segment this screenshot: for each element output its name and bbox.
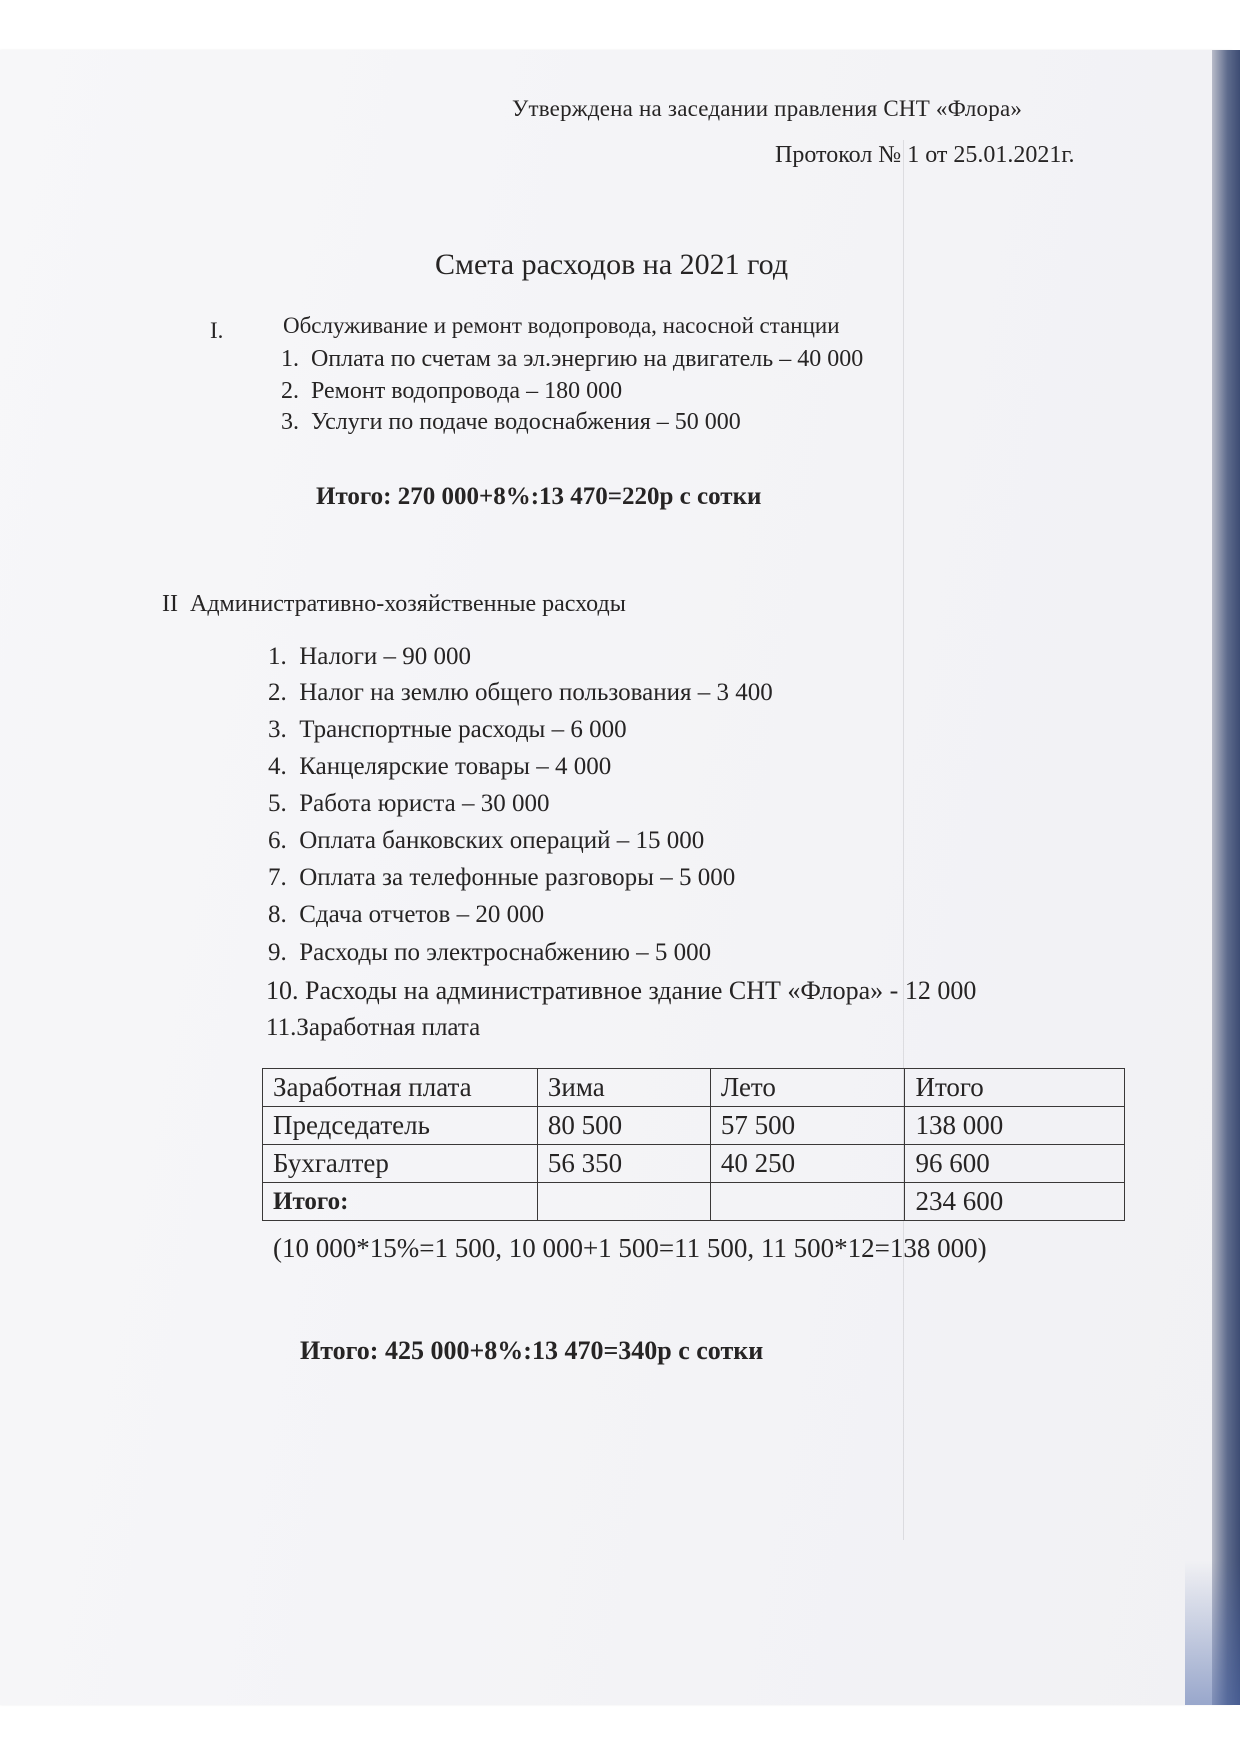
table-cell: 56 350 <box>537 1145 710 1183</box>
table-row <box>263 1145 1125 1183</box>
section-1-item-3: 3. Услуги по подаче водоснабжения – 50 000 <box>281 409 741 435</box>
table-header-cell: Лето <box>710 1069 905 1107</box>
table-cell: 40 250 <box>710 1145 905 1183</box>
salary-calculation-note: (10 000*15%=1 500, 10 000+1 500=11 500, 11 500*12=138 000) <box>273 1233 987 1263</box>
table-cell: Бухгалтер <box>263 1145 538 1183</box>
section-2-item-5: 5. Работа юриста – 30 000 <box>268 790 550 817</box>
section-2-title: II Административно-хозяйственные расходы <box>162 591 626 617</box>
table-cell: 234 600 <box>905 1183 1125 1221</box>
section-2-item-3: 3. Транспортные расходы – 6 000 <box>268 716 627 743</box>
table-header-row <box>263 1069 1125 1107</box>
background-edge-shadow <box>1185 1560 1240 1705</box>
background-edge <box>1212 50 1240 1705</box>
document-title: Смета расходов на 2021 год <box>435 248 789 281</box>
table-cell: Председатель <box>263 1107 538 1145</box>
table-cell: 57 500 <box>710 1107 905 1145</box>
section-1-item-2: 2. Ремонт водопровода – 180 000 <box>281 378 623 404</box>
table-total-row <box>263 1183 1125 1221</box>
approval-note: Утверждена на заседании правления СНТ «Флора» <box>512 96 1023 121</box>
table-row <box>263 1107 1125 1145</box>
section-1-number: I. <box>210 318 224 343</box>
section-2-item-10: 10. Расходы на административное здание СНТ «Флора» - 12 000 <box>266 976 977 1005</box>
section-2-item-4: 4. Канцелярские товары – 4 000 <box>268 753 612 780</box>
section-2-item-6: 6. Оплата банковских операций – 15 000 <box>268 827 705 854</box>
table-cell: 96 600 <box>905 1145 1125 1183</box>
table-cell: 80 500 <box>537 1107 710 1145</box>
section-2-item-8: 8. Сдача отчетов – 20 000 <box>268 901 545 928</box>
table-cell: Итого: <box>263 1183 538 1221</box>
section-2-item-7: 7. Оплата за телефонные разговоры – 5 000 <box>268 864 736 891</box>
section-2-item-9: 9. Расходы по электроснабжению – 5 000 <box>268 939 712 966</box>
paper-fold-line <box>903 140 904 1540</box>
section-2-total: Итого: 425 000+8%:13 470=340р с сотки <box>300 1336 764 1365</box>
table-cell <box>710 1183 905 1221</box>
section-2-item-1: 1. Налоги – 90 000 <box>268 643 471 670</box>
section-2-item-11: 11.Заработная плата <box>266 1014 481 1041</box>
section-1-item-1: 1. Оплата по счетам за эл.энергию на двигатель – 40 000 <box>281 346 864 372</box>
table-cell <box>537 1183 710 1221</box>
table-header-cell: Итого <box>905 1069 1125 1107</box>
protocol-number: Протокол № 1 от 25.01.2021г. <box>775 142 1075 168</box>
table-header-cell: Зима <box>537 1069 710 1107</box>
section-1-total: Итого: 270 000+8%:13 470=220р с сотки <box>316 483 762 510</box>
salary-table <box>262 1068 1125 1221</box>
section-1-title: Обслуживание и ремонт водопровода, насосной станции <box>283 313 840 338</box>
table-cell: 138 000 <box>905 1107 1125 1145</box>
table-header-cell: Заработная плата <box>263 1069 538 1107</box>
section-2-item-2: 2. Налог на землю общего пользования – 3 400 <box>268 679 773 706</box>
